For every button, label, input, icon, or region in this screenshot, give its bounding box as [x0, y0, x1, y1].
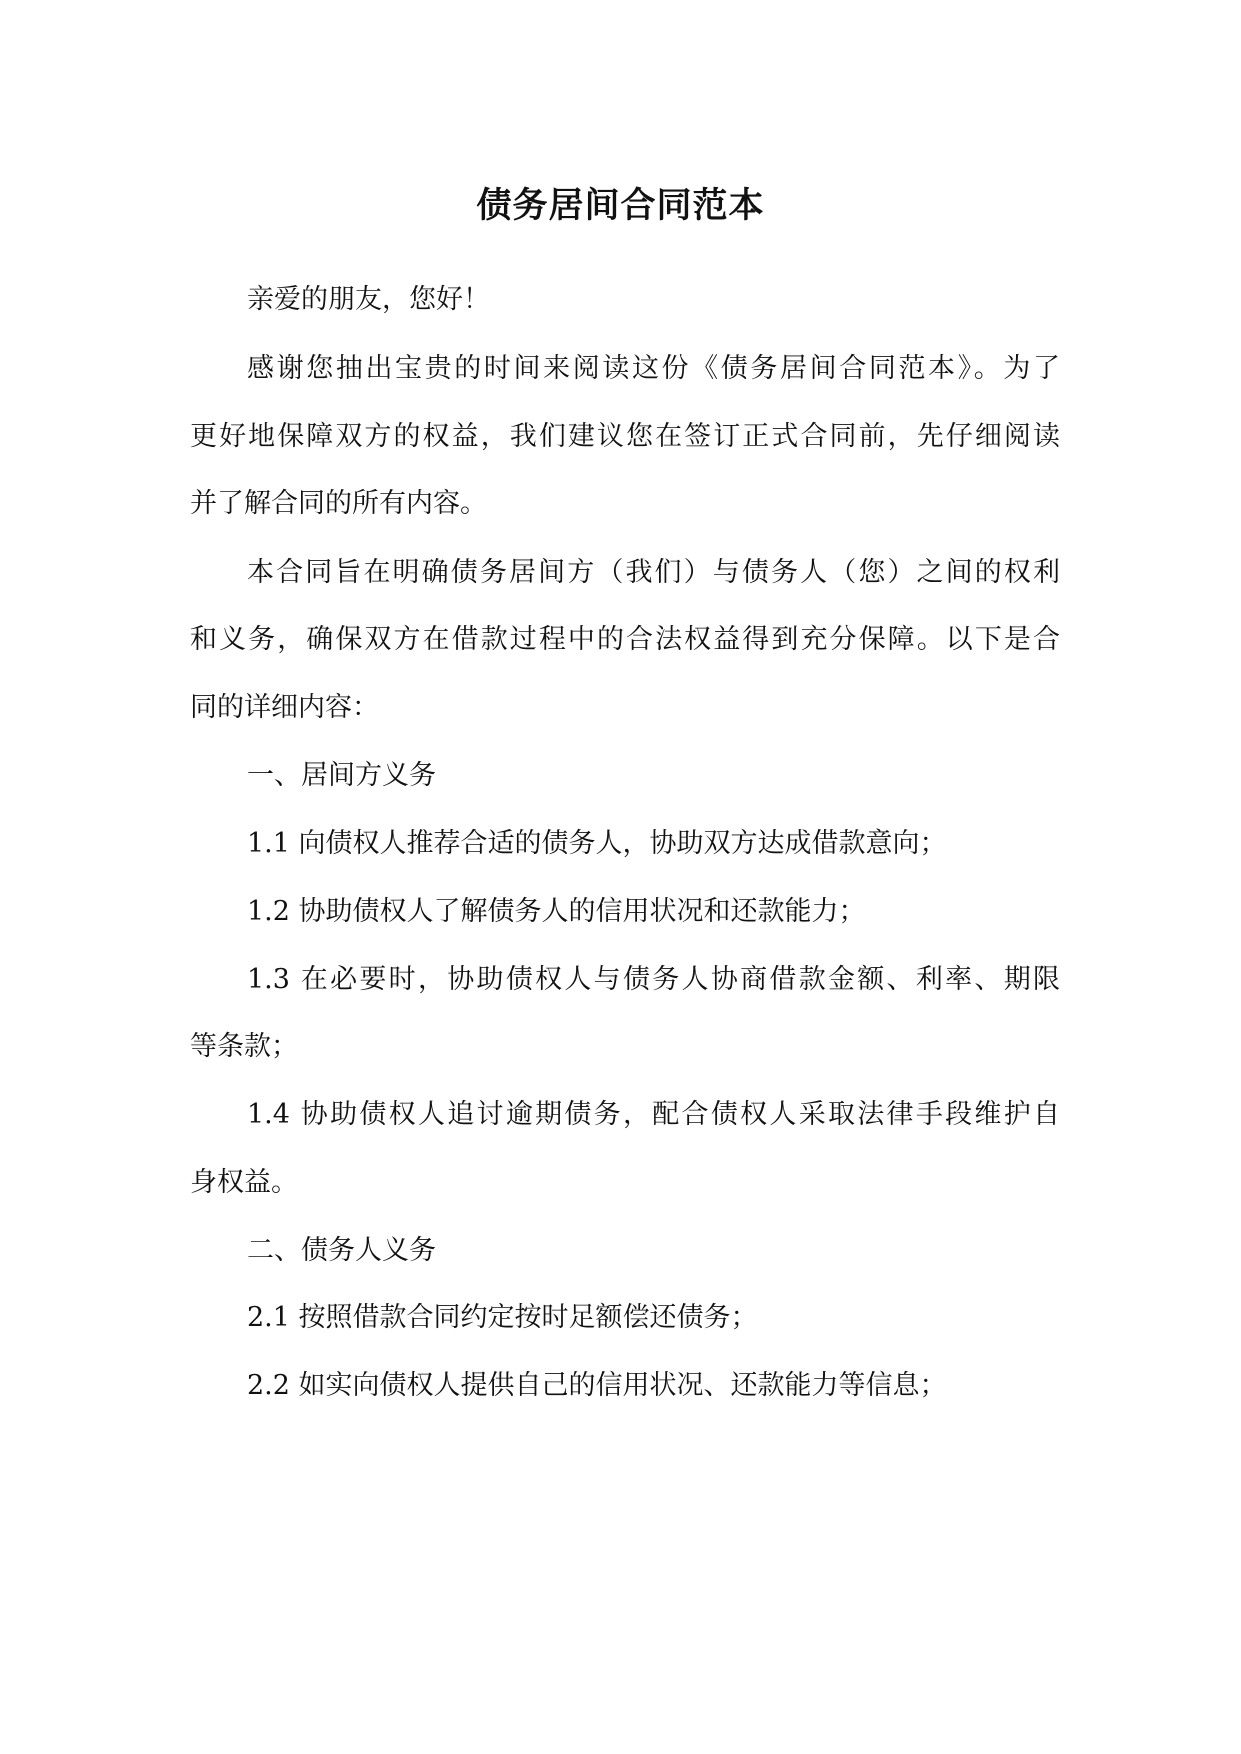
clause-line: 1.1 向债权人推荐合适的债务人，协助双方达成借款意向；: [247, 828, 947, 859]
paragraph-line: 并了解合同的所有内容。: [190, 488, 487, 519]
paragraph-line: 本合同旨在明确债务居间方（我们）与债务人（您）之间的权利: [247, 557, 1060, 588]
paragraph-line: 感谢您抽出宝贵的时间来阅读这份《债务居间合同范本》。为了: [247, 353, 1060, 384]
clause-line: 身权益。: [190, 1167, 298, 1198]
clause-line: 2.2 如实向债权人提供自己的信用状况、还款能力等信息；: [247, 1370, 947, 1401]
paragraph-line: 同的详细内容：: [190, 692, 379, 723]
section-heading: 二、债务人义务: [247, 1235, 436, 1266]
clause-line: 等条款；: [190, 1031, 298, 1062]
paragraph-line: 更好地保障双方的权益，我们建议您在签订正式合同前，先仔细阅读: [190, 421, 1060, 452]
clause-line: 1.2 协助债权人了解债务人的信用状况和还款能力；: [247, 896, 866, 927]
paragraph-line: 和义务，确保双方在借款过程中的合法权益得到充分保障。以下是合: [190, 624, 1060, 655]
clause-line: 1.4 协助债权人追讨逾期债务，配合债权人采取法律手段维护自: [247, 1099, 1060, 1130]
document-title: 债务居间合同范本: [476, 185, 765, 226]
clause-line: 2.1 按照借款合同约定按时足额偿还债务；: [247, 1302, 758, 1333]
clause-line: 1.3 在必要时，协助债权人与债务人协商借款金额、利率、期限: [247, 964, 1060, 995]
section-heading: 一、居间方义务: [247, 760, 436, 791]
greeting-line: 亲爱的朋友，您好！: [247, 284, 490, 315]
